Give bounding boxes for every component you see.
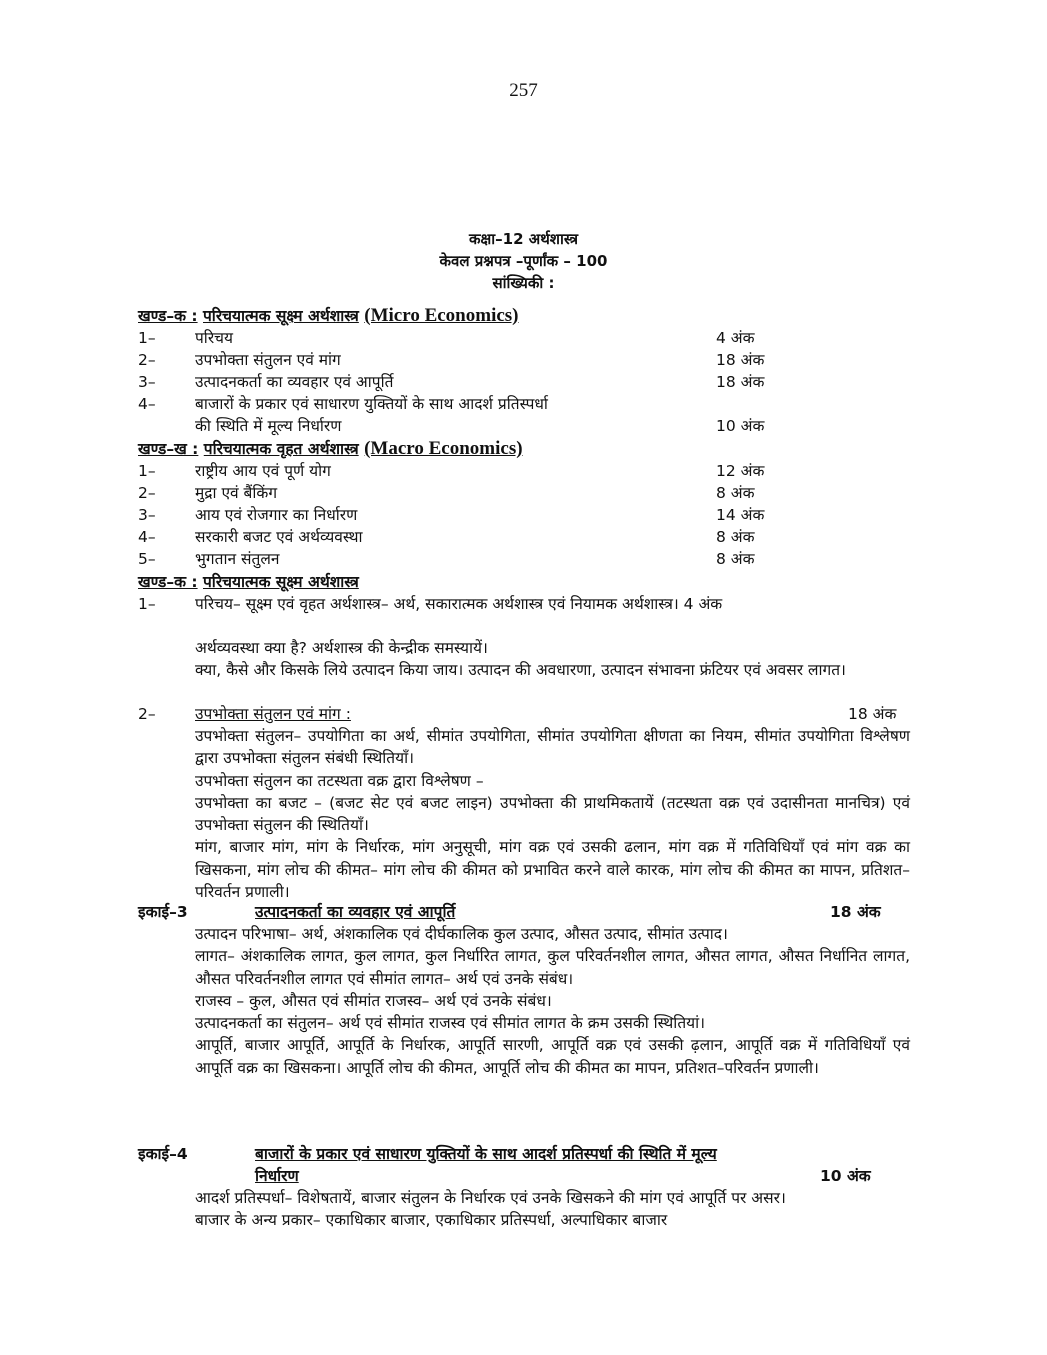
unit-1-heading: [138, 593, 918, 615]
paragraph: उत्पादन परिभाषा– अर्थ, अंशकालिक एवं दीर्घकालिक कुल उत्पाद, औसत उत्पाद, सीमांत उत्पाद।: [195, 925, 728, 943]
item-marks: 8 अंक: [716, 528, 755, 546]
unit-label: इकाई–3: [138, 903, 188, 921]
document-titles: [0, 228, 1047, 294]
item-number: 3–: [138, 506, 156, 524]
class-title: कक्षा–12 अर्थशास्त्र: [468, 230, 578, 248]
paragraph: आदर्श प्रतिस्पर्धा– विशेषतायें, बाजार संतुलन के निर्धारक एवं उनके खिसकने की मांग एवं आपूर्ति पर असर।: [195, 1189, 786, 1207]
syllabus-item: [138, 504, 778, 526]
paragraph: अर्थव्यवस्था क्या है? अर्थशास्त्र की केन्द्रीक समस्यायें।: [195, 639, 488, 657]
paragraph: राजस्व – कुल, औसत एवं सीमांत राजस्व– अर्थ एवं उनके संबंध।: [195, 991, 552, 1010]
syllabus-item-cont: [138, 415, 778, 437]
unit-1-content: [195, 637, 910, 682]
unit-label: इकाई–4: [138, 1145, 188, 1163]
paragraph: उपभोक्ता संतुलन का तटस्थता वक्र द्वारा विश्लेषण –: [195, 771, 484, 790]
item-number: 1–: [138, 329, 156, 347]
paragraph: लागत– अंशकालिक लागत, कुल लागत, कुल निर्धारित लागत, कुल परिवर्तनशील लागत, औसत लागत, औसत निर्धानित लागत, औसत परिवर्तनशील लागत एवं सीमांत लागत– अर्थ एवं उनके संबंध।: [195, 947, 910, 988]
unit-title: उत्पादनकर्ता का व्यवहार एवं आपूर्ति: [255, 903, 456, 921]
paragraph: उपभोक्ता का बजट – (बजट सेट एवं बजट लाइन) उपभोक्ता की प्राथमिकतायें (तटस्थता वक्र एवं उदासीनता मानचित्र) एवं उपभोक्ता संतुलन की स्थितियाँ।: [195, 793, 910, 835]
item-marks: 14 अंक: [716, 506, 765, 524]
paragraph: मांग, बाजार मांग, मांग के निर्धारक, मांग अनुसूची, मांग वक्र एवं उसकी ढलान, मांग वक्र में गतिविधियाँ एवं मांग वक्र का खिसकना, मांग लोच की कीमत– मांग लोच की कीमत को प्रभावित करने वाले कारक, मांग लोच की कीमत का मापन, प्रतिशत–परिवर्तन प्रणाली।: [195, 838, 910, 902]
stats-title: सांख्यिकी :: [492, 274, 555, 292]
unit-4-heading: [138, 1143, 910, 1187]
item-number: 2–: [138, 351, 156, 369]
item-number: 4–: [138, 395, 156, 413]
item-text: मुद्रा एवं बैंकिंग: [195, 484, 278, 502]
paragraph: आपूर्ति, बाजार आपूर्ति, आपूर्ति के निर्धारक, आपूर्ति सारणी, आपूर्ति वक्र एवं उसकी ढ़लान, आपूर्ति वक्र में गतिविधियाँ एवं आपूर्ति वक्र का खिसकना। आपूर्ति लोच की कीमत, आपूर्ति लोच की कीमत का मापन, प्रतिशत–परिवर्तन प्रणाली।: [195, 1036, 910, 1077]
syllabus-item: [138, 482, 778, 504]
unit-4-content: [195, 1187, 910, 1232]
item-marks: 18 अंक: [716, 373, 765, 391]
syllabus-item: [138, 349, 778, 371]
syllabus-item: [138, 371, 778, 393]
section-title: परिचयात्मक सूक्ष्म अर्थशास्त्र: [203, 307, 359, 325]
item-marks: 10 अंक: [716, 417, 765, 435]
item-marks: 12 अंक: [716, 462, 765, 480]
unit-2-content: [195, 725, 910, 903]
unit-2-heading: [138, 703, 910, 725]
item-text: परिचय: [195, 329, 233, 347]
item-marks: 8 अंक: [716, 550, 755, 568]
item-number: 2–: [138, 484, 156, 502]
detail-heading: [138, 571, 359, 593]
item-text: की स्थिति में मूल्य निर्धारण: [195, 417, 342, 435]
syllabus-item: [138, 548, 778, 570]
paragraph: बाजार के अन्य प्रकार– एकाधिकार बाजार, एकाधिकार प्रतिस्पर्धा, अल्पाधिकार बाजार: [195, 1211, 668, 1230]
unit-title: बाजारों के प्रकार एवं साधारण युक्तियों के साथ आदर्श प्रतिस्पर्धा की स्थिति में मूल्य: [255, 1145, 717, 1163]
section-title: परिचयात्मक वृहत अर्थशास्त्र: [203, 440, 359, 458]
syllabus-item: [138, 460, 778, 482]
item-marks: 8 अंक: [716, 484, 755, 502]
paragraph: उत्पादनकर्ता का संतुलन– अर्थ एवं सीमांत राजस्व एवं सीमांत लागत के क्रम उसकी स्थितियां।: [195, 1014, 706, 1033]
paragraph: उपभोक्ता संतुलन– उपयोगिता का अर्थ, सीमांत उपयोगिता, सीमांत उपयोगिता क्षीणता का नियम, सीमांत उपयोगिता विश्लेषण द्वारा उपभोक्ता संतुलन संबंधी स्थितियाँ।: [195, 727, 910, 768]
item-text: राष्ट्रीय आय एवं पूर्ण योग: [195, 462, 331, 480]
section-english: (Macro Economics): [364, 438, 523, 459]
section-a-heading: [138, 305, 519, 327]
item-number: 2–: [138, 705, 156, 723]
page-number: 257: [509, 80, 538, 101]
item-text: भुगतान संतुलन: [195, 550, 280, 568]
paragraph: क्या, कैसे और किसके लिये उत्पादन किया जाय। उत्पादन की अवधारणा, उत्पादन संभावना फ्रंटियर एवं अवसर लागत।: [195, 661, 846, 680]
syllabus-item: [138, 393, 778, 415]
item-number: 3–: [138, 373, 156, 391]
item-text: उपभोक्ता संतुलन एवं मांग: [195, 351, 341, 369]
syllabus-item: [138, 327, 778, 349]
item-number: 4–: [138, 528, 156, 546]
item-text: आय एवं रोजगार का निर्धारण: [195, 506, 358, 524]
item-text: सरकारी बजट एवं अर्थव्यवस्था: [195, 528, 363, 546]
item-text: बाजारों के प्रकार एवं साधारण युक्तियों के साथ आदर्श प्रतिस्पर्धा: [195, 395, 548, 413]
unit-marks: 10 अंक: [820, 1167, 871, 1185]
item-marks: 4 अंक: [716, 329, 755, 347]
item-marks: 18 अंक: [716, 351, 765, 369]
section-label: खण्ड–क :: [138, 307, 198, 325]
section-b-heading: [138, 438, 523, 460]
item-number: 5–: [138, 550, 156, 568]
item-text: परिचय– सूक्ष्म एवं वृहत अर्थशास्त्र– अर्थ, सकारात्मक अर्थशास्त्र एवं नियामक अर्थशास्त्र। 4 अंक: [195, 595, 723, 613]
unit-3-content: [195, 923, 910, 1079]
item-number: 1–: [138, 595, 156, 613]
section-label: खण्ड–क :: [138, 573, 198, 591]
syllabus-item: [138, 526, 778, 548]
unit-title-cont: निर्धारण: [255, 1167, 299, 1185]
item-text: उपभोक्ता संतुलन एवं मांग :: [195, 705, 351, 723]
paper-title: केवल प्रश्नपत्र –पूर्णांक – 100: [439, 252, 608, 270]
unit-marks: 18 अंक: [830, 903, 881, 921]
item-number: 1–: [138, 462, 156, 480]
section-label: खण्ड–ख :: [138, 440, 199, 458]
item-marks: 18 अंक: [848, 705, 897, 723]
section-title: परिचयात्मक सूक्ष्म अर्थशास्त्र: [203, 573, 359, 591]
section-english: (Micro Economics): [364, 305, 519, 326]
item-text: उत्पादनकर्ता का व्यवहार एवं आपूर्ति: [195, 373, 394, 391]
